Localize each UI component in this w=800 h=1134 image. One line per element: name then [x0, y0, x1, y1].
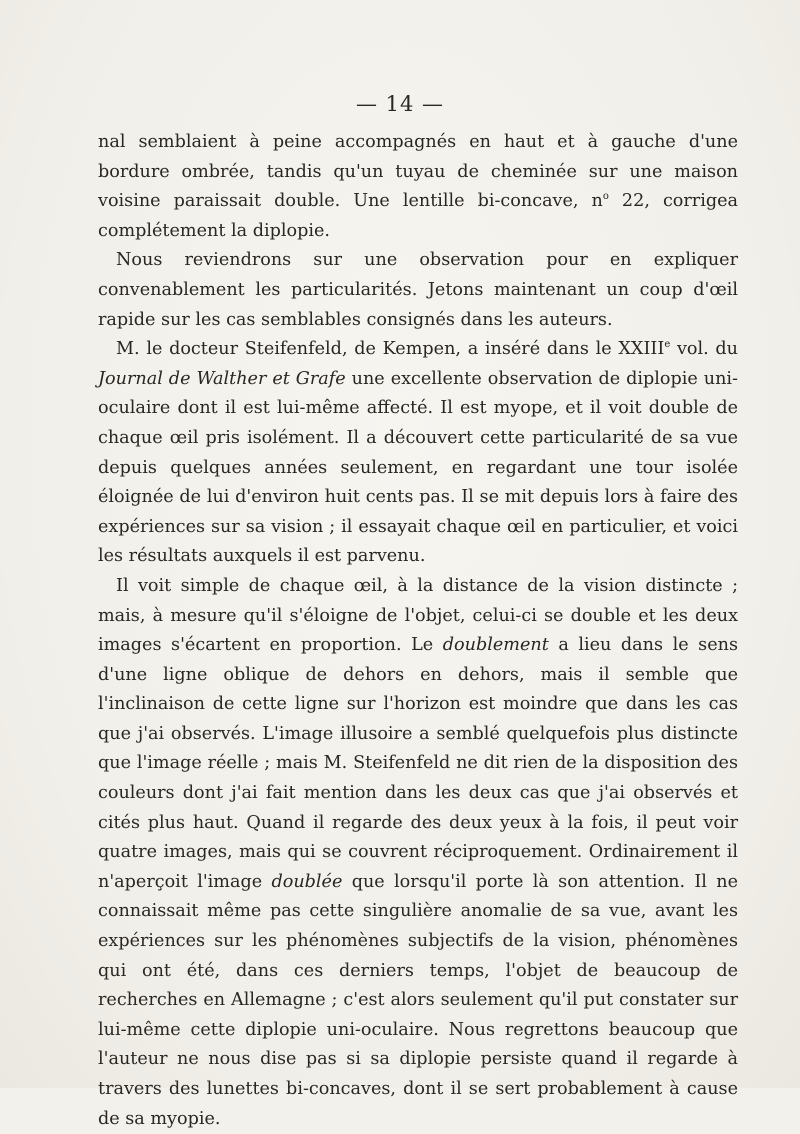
page-number: — 14 —: [355, 92, 445, 116]
paragraph: Il voit simple de chaque œil, à la distance de la vision distincte ; mais, à mesure qu'il s'éloigne de l'objet, celui-ci se double et les deux images s'écartent en proportion. Le doublement a lieu dans le sens d'une ligne oblique de dehors en dehors, mais il semble que l'inclinaison de cette ligne sur l'horizon est moindre que dans les cas que j'ai observés. L'image illusoire a semblé quelquefois plus distincte que l'image réelle ; mais M. Steifenfeld ne dit rien de la disposition des couleurs dont j'ai fait mention dans les deux cas que j'ai observés et cités plus haut. Quand il regarde des deux yeux à la fois, il peut voir quatre images, mais qui se couvrent réciproquement. Ordinairement il n'aperçoit l'image doublée que lorsqu'il porte là son attention. Il ne connaissait même pas cette singulière anomalie de sa vue, avant les expériences sur les phénomènes subjectifs de la vision, phénomènes qui ont été, dans ces derniers temps, l'objet de beaucoup de recherches en Allemagne ; c'est alors seulement qu'il put constater sur lui-même cette diplopie uni-oculaire. Nous regrettons beaucoup que l'auteur ne nous dise pas si sa diplopie persiste quand il regarde à travers des lunettes bi-concaves, dont il se sert probablement à cause de sa myopie.: [98, 575, 738, 1129]
paragraph: Nous reviendrons sur une observation pour en expliquer convenablement les particularités. Jetons maintenant un coup d'œil rapide sur les cas semblables consignés dans les auteurs.: [98, 250, 738, 330]
paragraph: nal semblaient à peine accompagnés en haut et à gauche d'une bordure ombrée, tandis qu'un tuyau de cheminée sur une maison voisine paraissait double. Une lentille bi-concave, $n^o$ 22, corrigea complétement la diplopie.: [98, 132, 738, 241]
body-text: [98, 128, 738, 1134]
journal-title: Journal de Walther et Grafe: [98, 368, 346, 389]
paragraph: M. le docteur Steifenfeld, de Kempen, a inséré dans le XXIIIe vol. du Journal de Walther et Grafe une excellente observation de diplopie uni-oculaire dont il est lui-même affecté. Il est myope, et il voit double de chaque œil pris isolément. Il a découvert cette particularité de sa vue depuis quelques années seulement, en regardant une tour isolée éloignée de lui d'environ huit cents pas. Il se mit depuis lors à faire des expériences sur sa vision ; il essayait chaque œil en particulier, et voici les résultats auxquels il est parvenu.: [98, 339, 739, 567]
